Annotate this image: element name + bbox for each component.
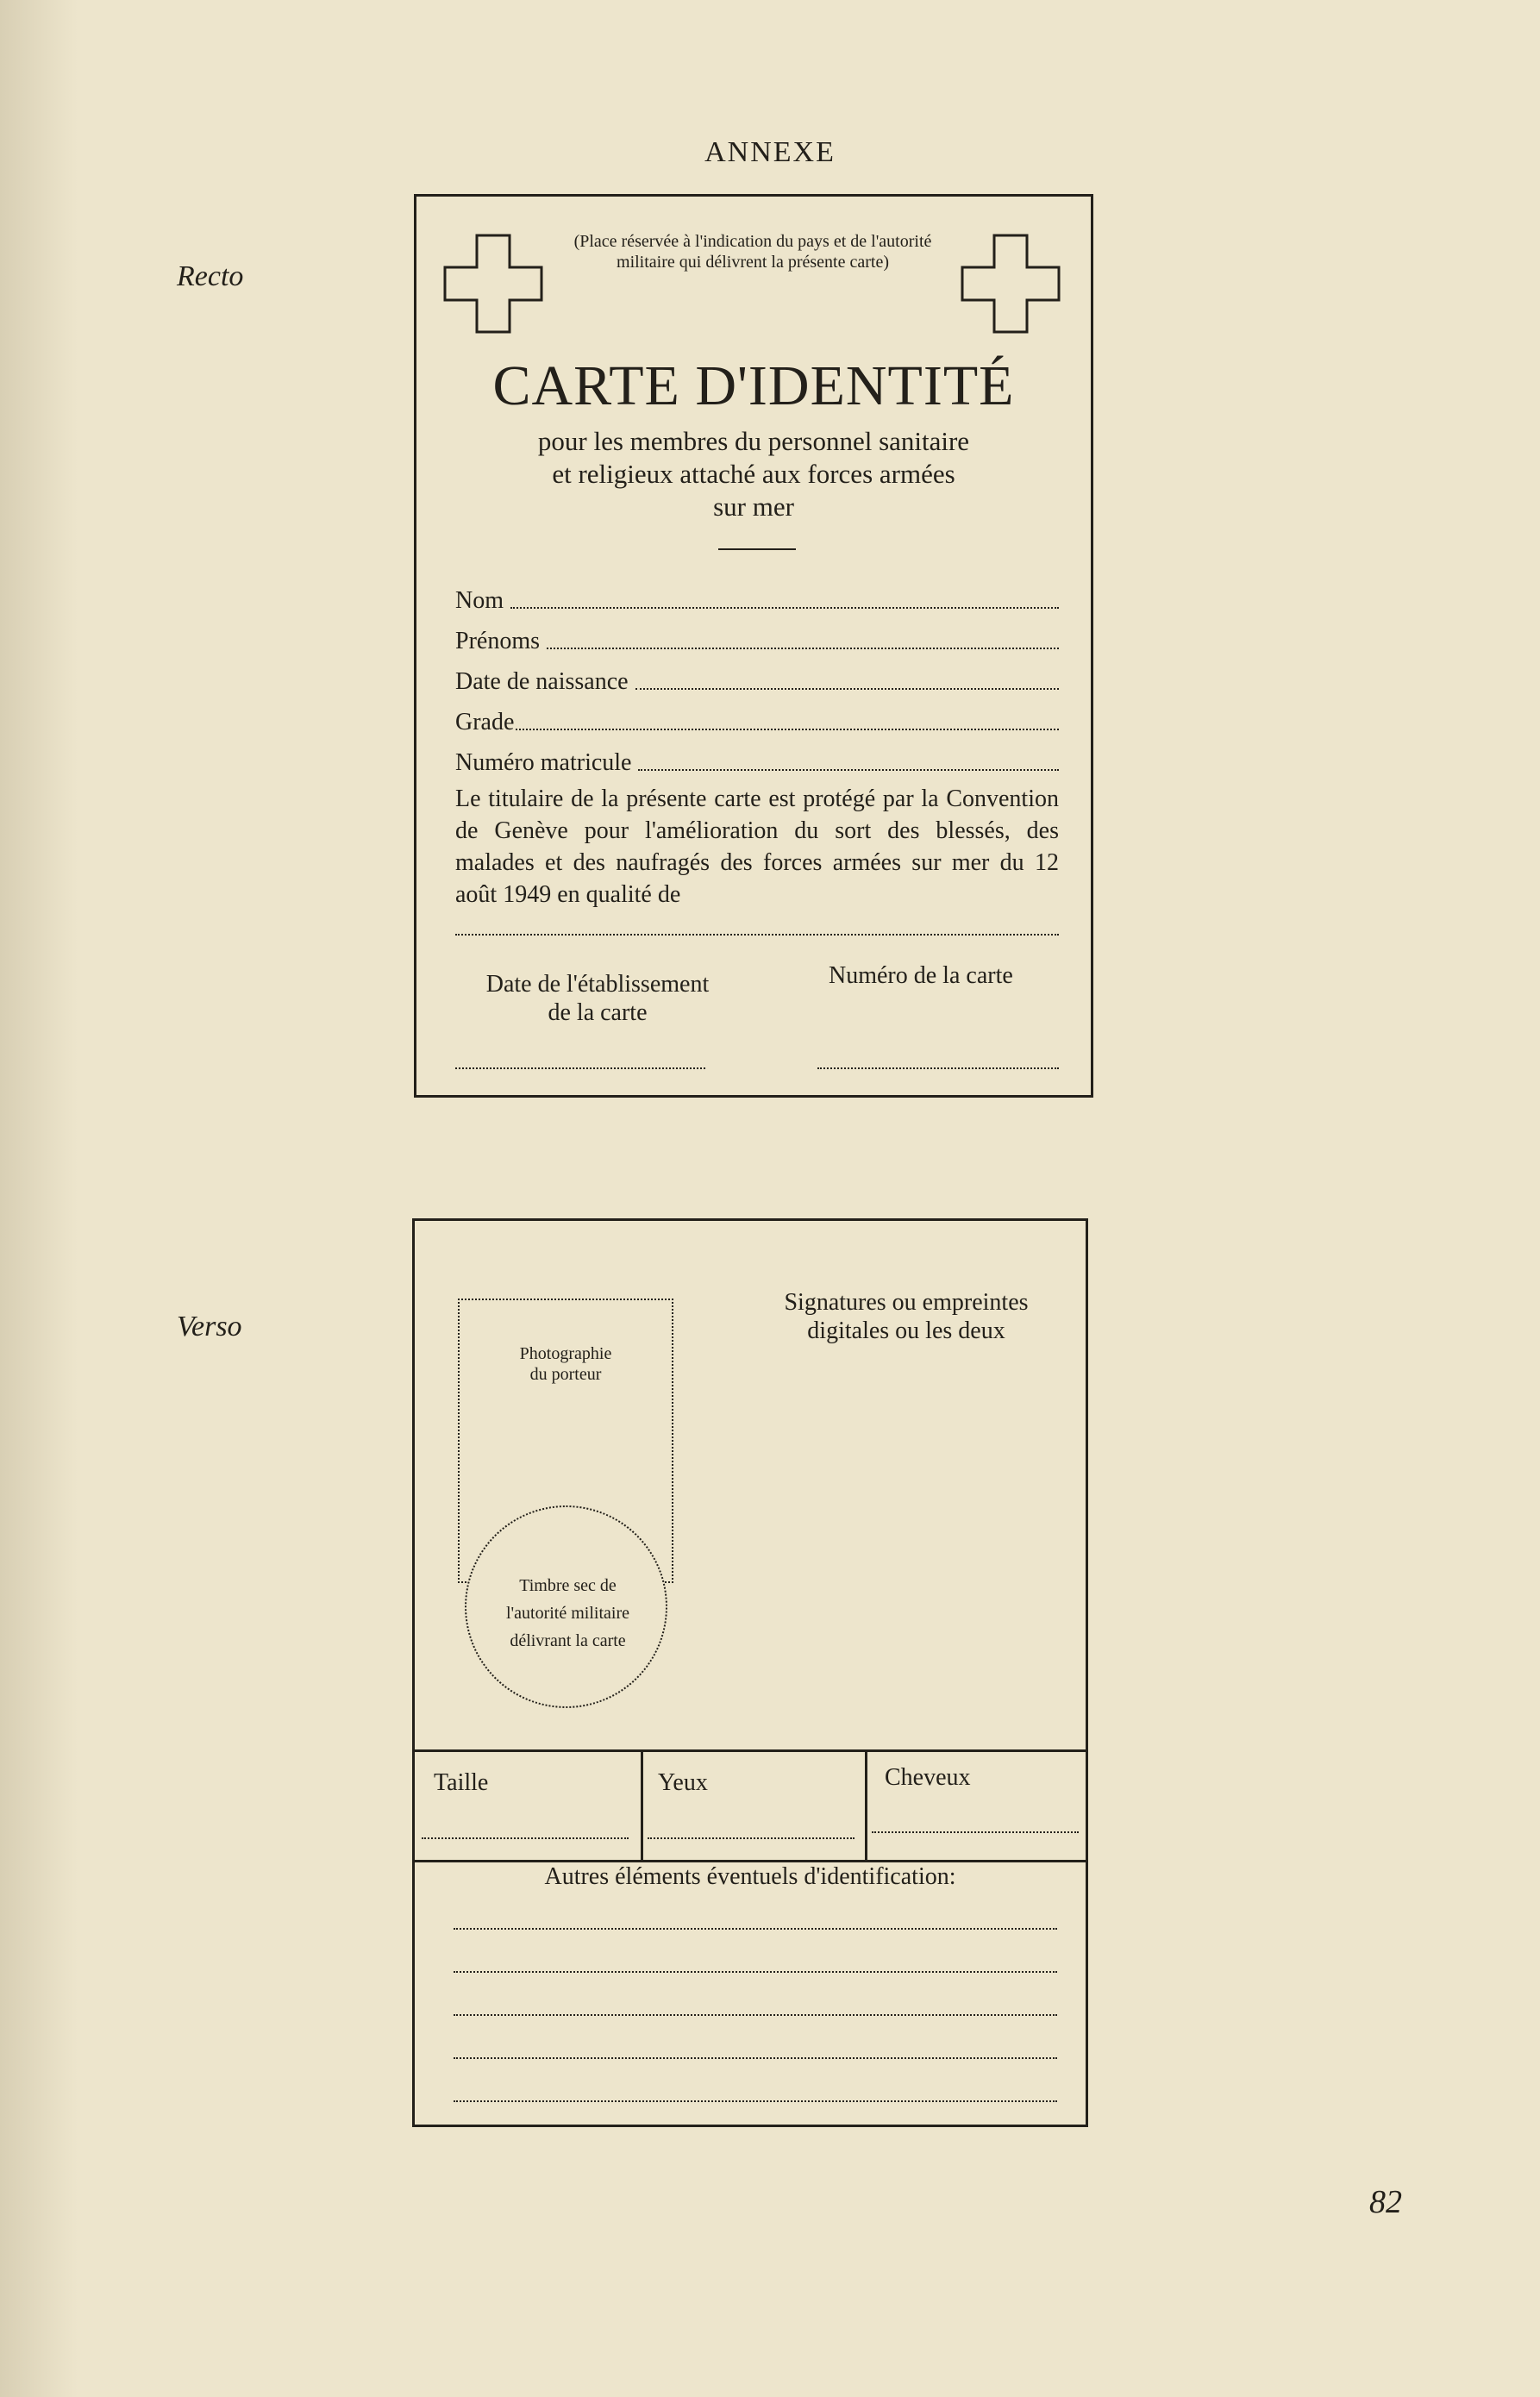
- date-etablissement-line[interactable]: [455, 1067, 705, 1069]
- other-dotted-line[interactable]: [454, 2100, 1057, 2102]
- date-label-line: de la carte: [548, 999, 648, 1026]
- numero-carte-label: Numéro de la carte: [829, 962, 1013, 989]
- cell-yeux-label: Yeux: [658, 1769, 708, 1796]
- date-label-line: Date de l'établissement: [485, 971, 710, 998]
- dotted-line: [635, 688, 1059, 690]
- page-gutter-shade: [0, 0, 78, 2397]
- field-numero-matricule[interactable]: [455, 742, 1059, 777]
- other-dotted-line[interactable]: [454, 1928, 1057, 1930]
- photo-label-line: Photographie: [519, 1344, 612, 1363]
- dotted-line: [638, 769, 1059, 771]
- other-dotted-line[interactable]: [454, 1971, 1057, 1973]
- verso-label: Verso: [177, 1311, 242, 1342]
- issuing-authority-note: [563, 231, 942, 272]
- cross-icon: [442, 233, 544, 335]
- card-subtitle: [416, 425, 1091, 523]
- annexe-heading: ANNEXE: [704, 136, 836, 168]
- photo-label-line: du porteur: [529, 1365, 602, 1384]
- dotted-line: [510, 607, 1059, 609]
- numero-carte-line[interactable]: [817, 1067, 1059, 1069]
- cheveux-dotted-line[interactable]: [872, 1831, 1079, 1833]
- field-prenoms[interactable]: [455, 621, 1059, 655]
- field-grade[interactable]: [455, 702, 1059, 736]
- subtitle-line: et religieux attaché aux forces armées: [552, 459, 955, 489]
- cross-icon: [960, 233, 1061, 335]
- cell-taille-label: Taille: [434, 1769, 489, 1796]
- yeux-dotted-line[interactable]: [648, 1837, 855, 1839]
- field-label: Grade: [455, 709, 515, 735]
- table-bottom-rule: [415, 1860, 1086, 1862]
- stamp-label-line: Timbre sec de: [519, 1576, 617, 1595]
- taille-dotted-line[interactable]: [422, 1837, 629, 1839]
- place-note-text: (Place réservée à l'indication du pays et de l'autorité militaire qui délivrent la présente carte): [573, 232, 932, 272]
- signature-area-label: [734, 1288, 1079, 1345]
- dotted-line: [547, 648, 1059, 649]
- field-nom[interactable]: [455, 580, 1059, 615]
- other-dotted-line[interactable]: [454, 2057, 1057, 2059]
- identity-card-verso: [412, 1218, 1088, 2127]
- field-label: Nom: [455, 587, 504, 614]
- table-top-rule: [415, 1749, 1086, 1752]
- dry-stamp-circle: [465, 1505, 667, 1708]
- cell-divider: [641, 1749, 643, 1860]
- qualite-dotted-line[interactable]: [455, 934, 1059, 936]
- cell-divider: [865, 1749, 867, 1860]
- signature-label-line: Signatures ou empreintes: [784, 1289, 1029, 1316]
- date-etablissement-label: [455, 970, 740, 1027]
- identity-card-recto: [414, 194, 1093, 1098]
- stamp-label: [484, 1572, 652, 1655]
- subtitle-line: pour les membres du personnel sanitaire: [537, 426, 970, 456]
- photo-label: [460, 1343, 672, 1385]
- cell-cheveux-label: Cheveux: [885, 1764, 971, 1791]
- stamp-label-line: délivrant la carte: [510, 1631, 626, 1650]
- field-label: Numéro matricule: [455, 749, 632, 776]
- subtitle-line: sur mer: [713, 491, 794, 522]
- page-number: 82: [1369, 2184, 1402, 2220]
- field-date-naissance[interactable]: [455, 661, 1059, 696]
- field-label: Prénoms: [455, 628, 540, 654]
- recto-label: Recto: [177, 260, 244, 292]
- dotted-line: [516, 729, 1059, 730]
- other-identification-label: Autres éléments éventuels d'identification:: [544, 1863, 956, 1890]
- signature-label-line: digitales ou les deux: [807, 1317, 1005, 1344]
- protection-statement: Le titulaire de la présente carte est protégé par la Convention de Genève pour l'amélioration du sort des blessés, des malades et des naufragés des forces armées sur mer du 12 août 1949 en qualité de: [455, 785, 1059, 908]
- field-label: Date de naissance: [455, 668, 629, 695]
- other-dotted-line[interactable]: [454, 2014, 1057, 2016]
- card-title: CARTE D'IDENTITÉ: [492, 354, 1015, 417]
- divider: [718, 548, 796, 550]
- stamp-label-line: l'autorité militaire: [506, 1604, 629, 1623]
